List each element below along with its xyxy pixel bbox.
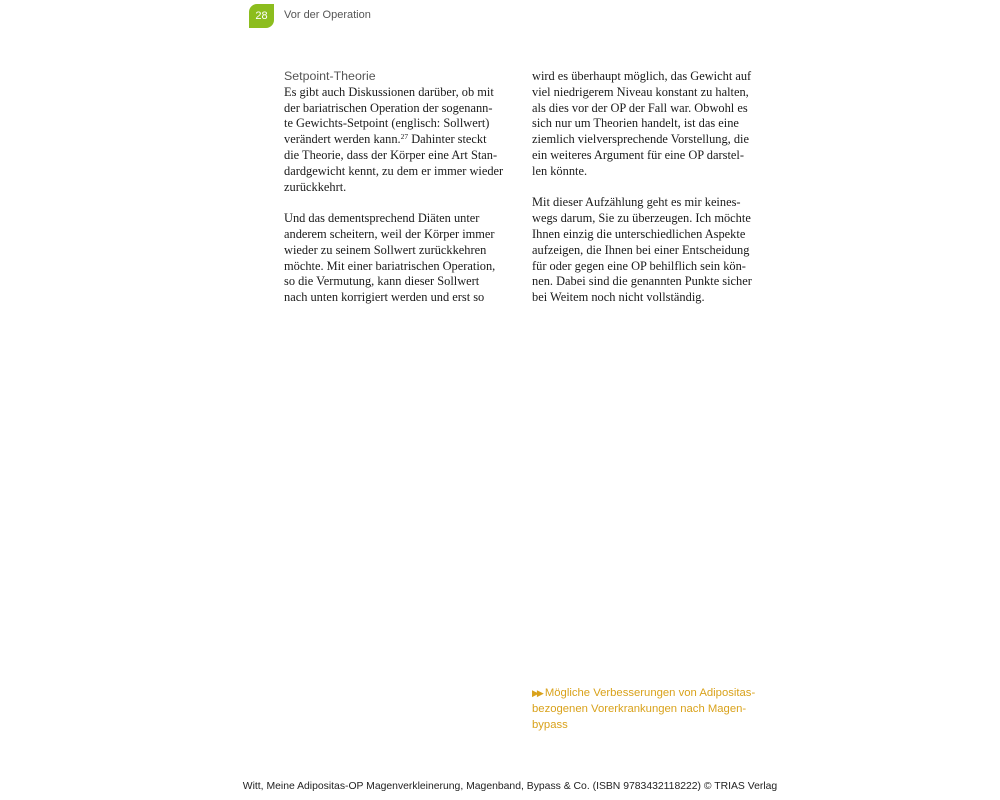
text-line: ziemlich vielversprechende Vorstellung, die xyxy=(532,132,749,147)
text-line-with-footnote xyxy=(284,132,512,148)
text-line: der bariatrischen Operation der sogenann- xyxy=(284,100,493,115)
footer-citation: Witt, Meine Adipositas-OP Magenverkleinerung, Magenband, Bypass & Co. (ISBN 9783432118222) © TRIAS Verlag xyxy=(242,781,778,792)
text-line: nach unten korrigiert werden und erst so xyxy=(284,290,485,305)
text-line: wird es überhaupt möglich, das Gewicht auf xyxy=(532,69,752,83)
text-line: so die Vermutung, kann dieser Sollwert xyxy=(284,274,480,289)
text-line: te Gewichts-Setpoint (englisch: Sollwert) xyxy=(284,116,490,131)
cross-reference-line: bypass xyxy=(532,718,568,731)
text-line: Mit dieser Aufzählung geht es mir keines- xyxy=(532,195,741,210)
footnote-reference[interactable]: 27 xyxy=(400,132,409,142)
text-line: viel niedrigerem Niveau konstant zu halten, xyxy=(532,84,749,99)
text-line: wieder zu seinem Sollwert zurückkehren xyxy=(284,242,487,257)
page-number: 28 xyxy=(255,10,268,22)
text-line: bei Weitem noch nicht vollständig. xyxy=(532,290,705,305)
text-line: len könnte. xyxy=(532,163,588,178)
text-line: ein weiteres Argument für eine OP darstel- xyxy=(532,147,744,162)
text-line: Und das dementsprechend Diäten unter xyxy=(284,211,480,226)
page-number-badge xyxy=(249,4,274,28)
paragraph-setpoint-2 xyxy=(284,211,512,306)
text-line: wegs darum, Sie zu überzeugen. Ich möchte xyxy=(532,211,751,226)
text-line: anderem scheitern, weil der Körper immer xyxy=(284,226,495,241)
paragraph-continuation xyxy=(532,69,760,180)
text-line: möchte. Mit einer bariatrischen Operation, xyxy=(284,258,496,273)
cross-reference-line xyxy=(532,686,762,702)
text-line: als dies vor der OP der Fall war. Obwohl es xyxy=(532,100,748,115)
double-chevron-right-icon: ▶▶ xyxy=(532,688,542,698)
text-line: Es gibt auch Diskussionen darüber, ob mit xyxy=(284,84,494,99)
text-line: für oder gegen eine OP behilflich sein kön- xyxy=(532,258,746,273)
paragraph-summary xyxy=(532,195,760,306)
cross-reference-line: bezogenen Vorerkrankungen nach Magen- xyxy=(532,702,747,715)
text-fragment: Dahinter steckt xyxy=(408,132,487,147)
text-line: zurückkehrt. xyxy=(284,179,347,194)
cross-reference-link[interactable] xyxy=(532,686,762,733)
text-fragment: verändert werden kann. xyxy=(284,132,401,147)
running-head: Vor der Operation xyxy=(284,9,371,21)
left-column xyxy=(284,69,512,322)
text-line: dardgewicht kennt, zu dem er immer wieder xyxy=(284,163,504,178)
text-line: aufzeigen, die Ihnen bei einer Entscheidung xyxy=(532,242,750,257)
text-line: Ihnen einzig die unterschiedlichen Aspekte xyxy=(532,226,746,241)
paragraph-setpoint-1 xyxy=(284,85,512,196)
text-line: sich nur um Theorien handelt, ist das eine xyxy=(532,116,739,131)
right-column xyxy=(532,69,760,322)
text-line: nen. Dabei sind die genannten Punkte sicher xyxy=(532,274,752,289)
text-line: die Theorie, dass der Körper eine Art Stan- xyxy=(284,147,498,162)
text-fragment: Mögliche Verbesserungen von Adipositas- xyxy=(544,687,756,699)
section-subheading: Setpoint-Theorie xyxy=(284,69,376,83)
